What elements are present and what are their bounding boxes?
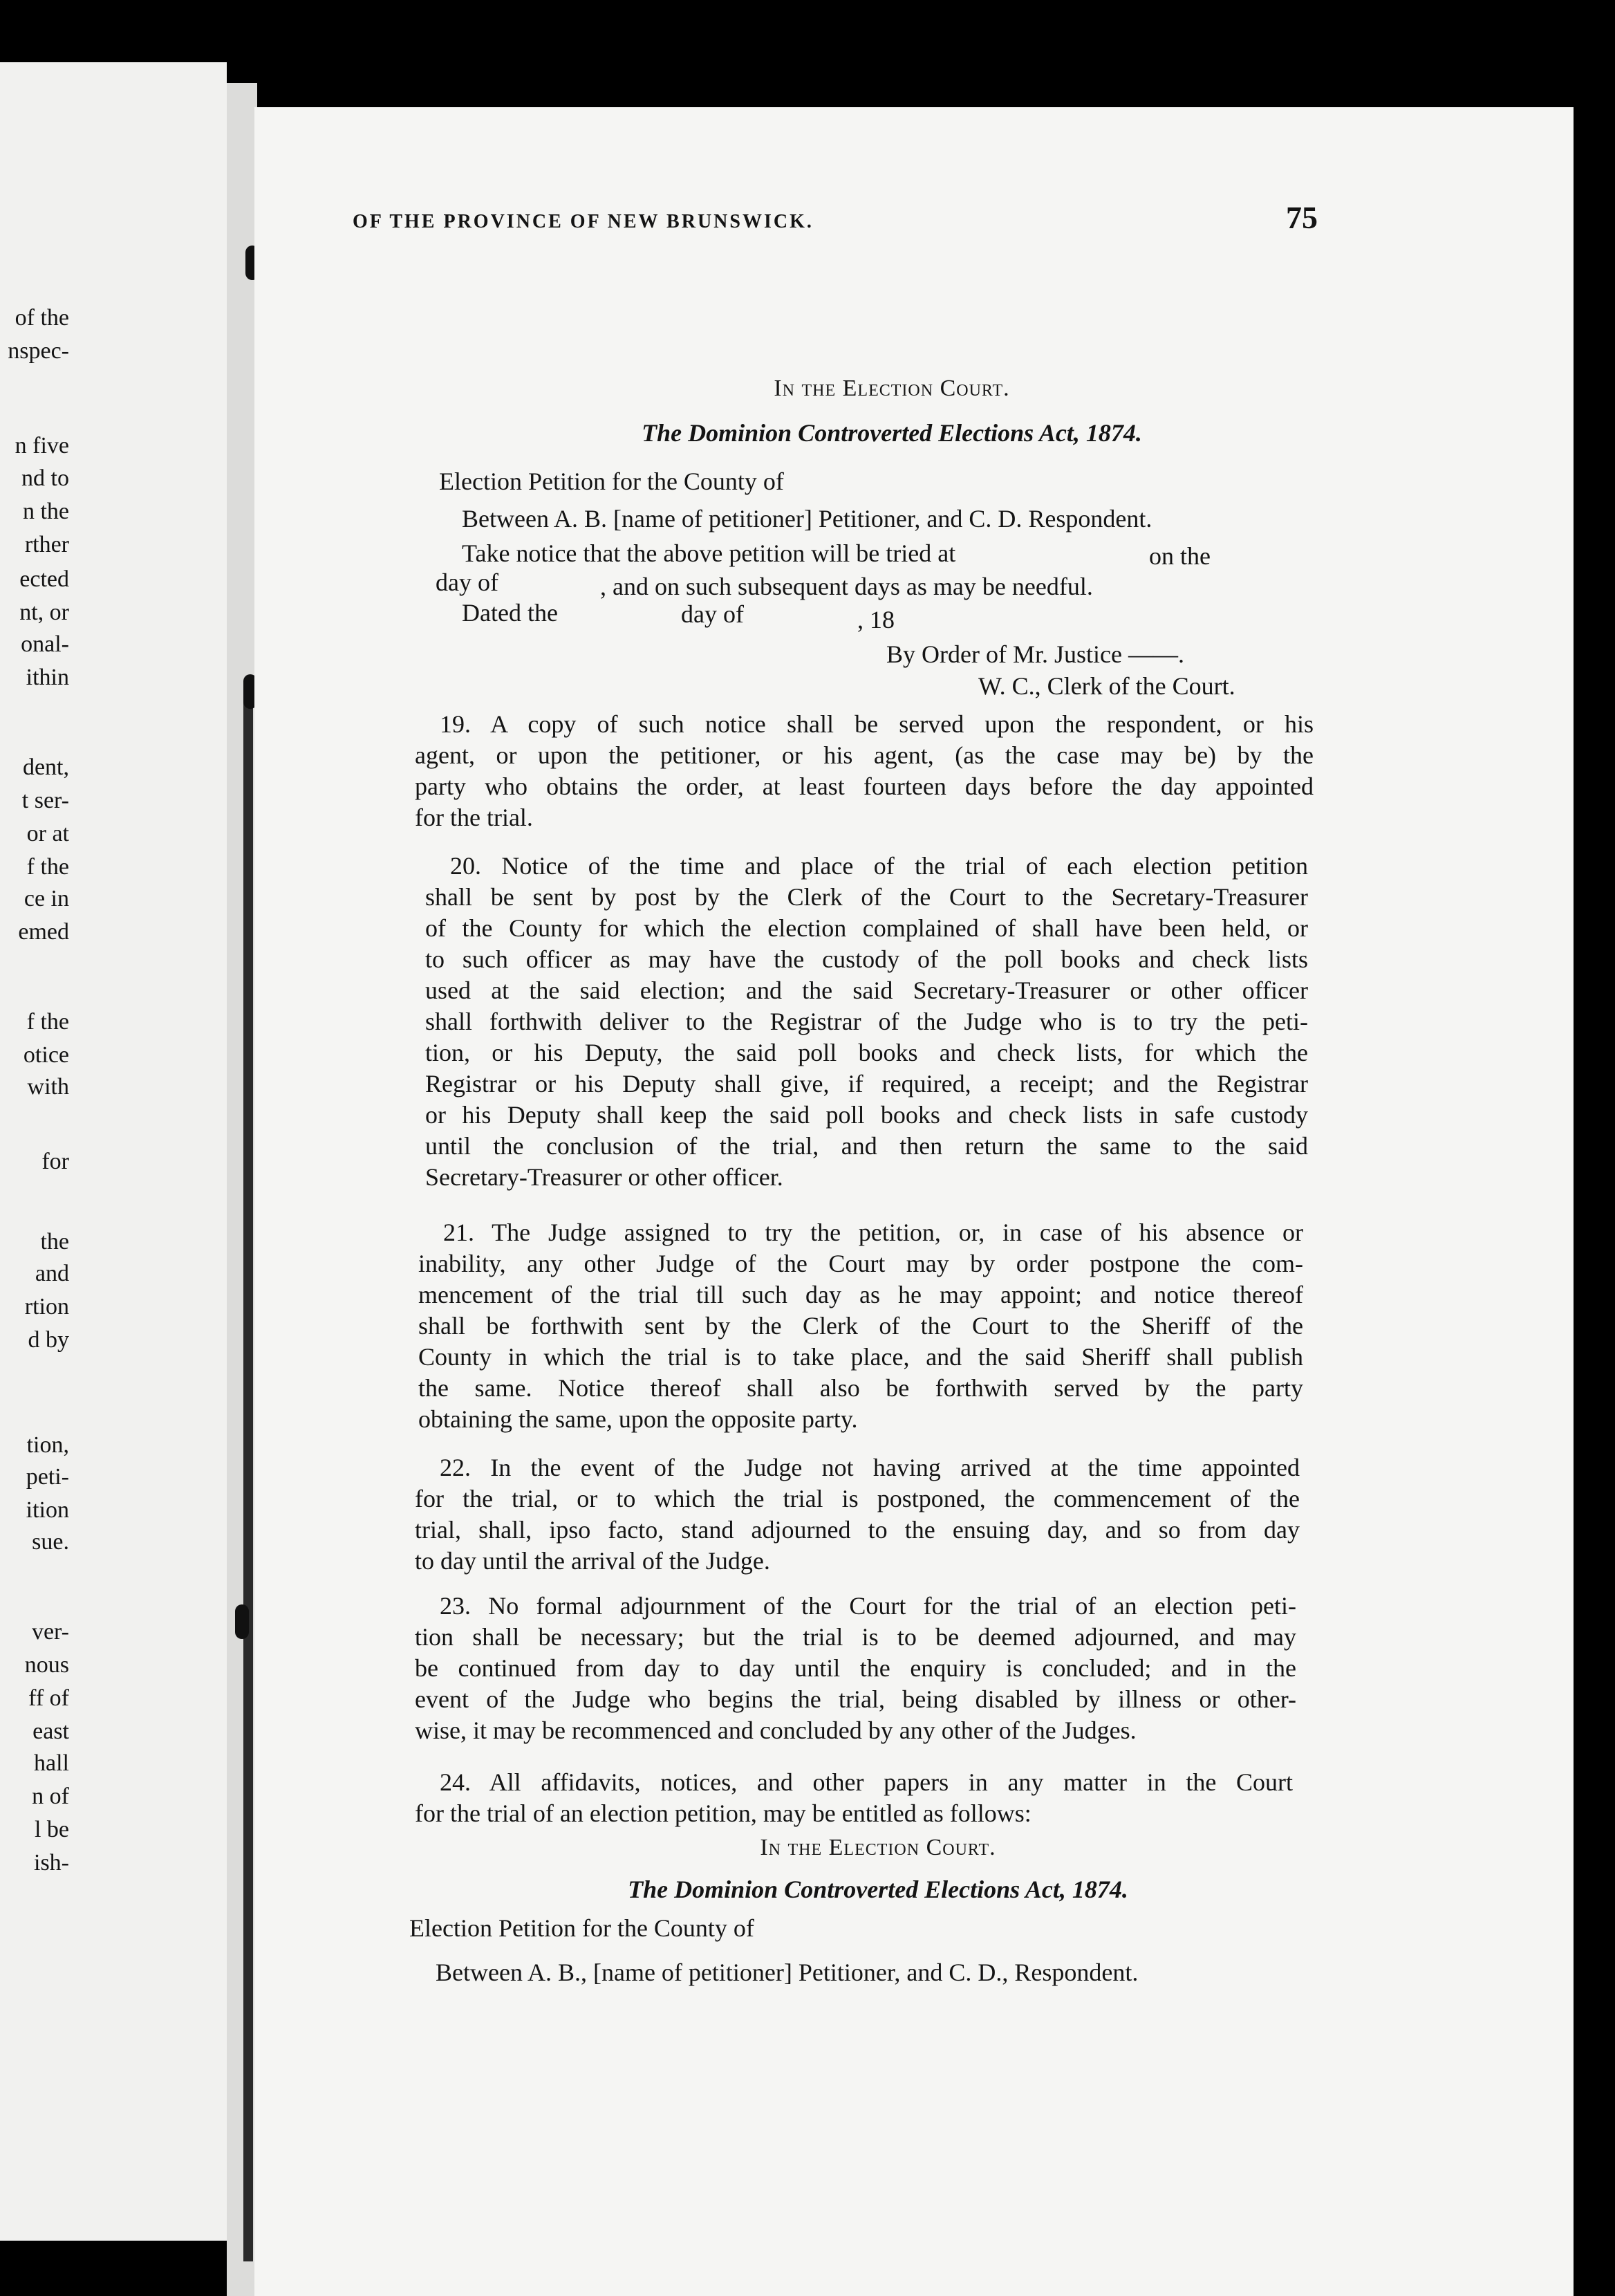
dated-line: , 18 bbox=[857, 606, 895, 633]
court-heading: In the Election Court. bbox=[774, 376, 1010, 401]
left-page-text-fragment: l be bbox=[34, 1817, 69, 1842]
left-page-text-fragment: ver- bbox=[31, 1619, 69, 1645]
s19-line: 19. A copy of such notice shall be served upon the respondent, or his bbox=[440, 710, 1314, 738]
left-page-text-fragment: n five bbox=[15, 433, 69, 459]
left-page-text-fragment: and bbox=[35, 1261, 69, 1286]
left-page-text-fragment: hall bbox=[34, 1750, 69, 1776]
s20-line: or his Deputy shall keep the said poll books and check lists in safe custody bbox=[425, 1101, 1308, 1129]
left-page-text-fragment: ithin bbox=[26, 665, 69, 690]
dated-line: day of bbox=[681, 600, 744, 628]
s23-line: event of the Judge who begins the trial, being disabled by illness or other- bbox=[415, 1685, 1296, 1713]
s22-line: 22. In the event of the Judge not having arrived at the time appointed bbox=[440, 1454, 1300, 1481]
s20-line: used at the said election; and the said Secretary-Treasurer or other officer bbox=[425, 976, 1308, 1004]
notice-line: , and on such subsequent days as may be needful. bbox=[600, 573, 1093, 600]
s21-line: shall be forthwith sent by the Clerk of the Court to the Sheriff of the bbox=[418, 1312, 1303, 1340]
left-page-text-fragment: ish- bbox=[34, 1850, 69, 1876]
s22-line: to day until the arrival of the Judge. bbox=[415, 1547, 770, 1575]
left-page-text-fragment: ce in bbox=[24, 886, 69, 911]
left-page-text-fragment: n the bbox=[22, 499, 69, 524]
left-page-text-fragment: f the bbox=[26, 854, 69, 880]
left-page-text-fragment: for bbox=[41, 1149, 69, 1174]
left-page-text-fragment: nspec- bbox=[8, 338, 69, 364]
left-page-text-fragment: t ser- bbox=[21, 788, 69, 813]
notice-line: day of bbox=[436, 568, 498, 596]
left-page-text-fragment: dent, bbox=[22, 754, 69, 780]
binding-edge bbox=[243, 685, 253, 2261]
left-page-text-fragment: onal- bbox=[21, 631, 69, 657]
left-facing-page bbox=[0, 62, 227, 2241]
left-page-text-fragment: tion, bbox=[26, 1432, 69, 1458]
s23-line: be continued from day to day until the enquiry is concluded; and in the bbox=[415, 1654, 1296, 1682]
notice-line: Take notice that the above petition will be tried at bbox=[462, 539, 956, 567]
left-page-text-fragment: with bbox=[27, 1074, 69, 1100]
s21-line: the same. Notice thereof shall also be forthwith served by the party bbox=[418, 1374, 1303, 1402]
left-page-text-fragment: d by bbox=[28, 1327, 69, 1353]
s21-line: County in which the trial is to take place, and the said Sheriff shall publish bbox=[418, 1343, 1303, 1371]
left-page-text-fragment: sue. bbox=[32, 1529, 69, 1555]
s20-line: tion, or his Deputy, the said poll books and check lists, for which the bbox=[425, 1039, 1308, 1066]
left-page-text-fragment: of the bbox=[15, 305, 69, 331]
s19-line: for the trial. bbox=[415, 804, 533, 831]
s24-line: 24. All affidavits, notices, and other papers in any matter in the Court bbox=[440, 1768, 1293, 1796]
running-head: OF THE PROVINCE OF NEW BRUNSWICK. bbox=[353, 211, 814, 232]
left-page-text-fragment: nous bbox=[24, 1652, 69, 1678]
left-page-text-fragment: ition bbox=[26, 1497, 69, 1523]
s23-line: wise, it may be recommenced and concluded by any other of the Judges. bbox=[415, 1716, 1137, 1744]
s24-line: for the trial of an election petition, may be entitled as follows: bbox=[415, 1799, 1031, 1827]
act-title: The Dominion Controverted Elections Act, 1874. bbox=[642, 419, 1142, 447]
by-order-line: By Order of Mr. Justice ——. bbox=[886, 640, 1184, 668]
s20-line: Registrar or his Deputy shall give, if required, a receipt; and the Registrar bbox=[425, 1070, 1308, 1098]
left-page-text-fragment: rtion bbox=[24, 1294, 69, 1320]
left-page-text-fragment: ff of bbox=[28, 1685, 69, 1711]
s20-line: of the County for which the election complained of shall have been held, or bbox=[425, 914, 1308, 942]
left-page-text-fragment: n of bbox=[32, 1784, 69, 1809]
left-page-text-fragment: or at bbox=[26, 821, 69, 846]
s20-line: shall be sent by post by the Clerk of the Court to the Secretary-Treasurer bbox=[425, 883, 1308, 911]
left-page-text-fragment: nd to bbox=[21, 465, 69, 491]
left-page-text-fragment: rther bbox=[24, 532, 69, 557]
left-page-text-fragment: emed bbox=[18, 919, 69, 945]
s22-line: trial, shall, ipso facto, stand adjourned to the ensuing day, and so from day bbox=[415, 1516, 1300, 1544]
left-page-text-fragment: otice bbox=[23, 1042, 69, 1068]
left-page-text-fragment: east bbox=[32, 1719, 69, 1744]
binding-bead bbox=[235, 1604, 249, 1639]
notice-line: on the bbox=[1149, 542, 1211, 570]
s20-line: shall forthwith deliver to the Registrar of the Judge who is to try the peti- bbox=[425, 1008, 1308, 1035]
left-page-text-fragment: peti- bbox=[26, 1464, 69, 1490]
left-page-text-fragment: ected bbox=[19, 566, 69, 592]
petition-title: Election Petition for the County of bbox=[439, 467, 784, 495]
dated-line: Dated the bbox=[462, 599, 558, 627]
between-line: Between A. B. [name of petitioner] Petitioner, and C. D. Respondent. bbox=[462, 505, 1152, 533]
s19-line: agent, or upon the petitioner, or his agent, (as the case may be) by the bbox=[415, 741, 1314, 769]
s21-line: obtaining the same, upon the opposite party. bbox=[418, 1405, 858, 1433]
s20-line: Secretary-Treasurer or other officer. bbox=[425, 1163, 783, 1191]
s23-line: tion shall be necessary; but the trial is to be deemed adjourned, and may bbox=[415, 1623, 1296, 1651]
s21-line: mencement of the trial till such day as he may appoint; and notice thereof bbox=[418, 1281, 1303, 1308]
s21-line: 21. The Judge assigned to try the petition, or, in case of his absence or bbox=[443, 1219, 1303, 1246]
between-line: Between A. B., [name of petitioner] Petitioner, and C. D., Respondent. bbox=[436, 1959, 1139, 1986]
clerk-line: W. C., Clerk of the Court. bbox=[978, 672, 1235, 700]
left-page-text-fragment: the bbox=[40, 1229, 69, 1255]
s20-line: until the conclusion of the trial, and then return the same to the said bbox=[425, 1132, 1308, 1160]
left-page-text-fragment: f the bbox=[26, 1009, 69, 1035]
s22-line: for the trial, or to which the trial is postponed, the commencement of the bbox=[415, 1485, 1300, 1512]
s20-line: to such officer as may have the custody of the poll books and check lists bbox=[425, 945, 1308, 973]
s19-line: party who obtains the order, at least fourteen days before the day appointed bbox=[415, 772, 1314, 800]
petition-title: Election Petition for the County of bbox=[409, 1914, 754, 1942]
act-title: The Dominion Controverted Elections Act, 1874. bbox=[628, 1876, 1128, 1903]
s23-line: 23. No formal adjournment of the Court for the trial of an election peti- bbox=[440, 1592, 1296, 1620]
s20-line: 20. Notice of the time and place of the trial of each election petition bbox=[450, 852, 1308, 880]
page-number: 75 bbox=[1286, 200, 1318, 235]
court-heading: In the Election Court. bbox=[760, 1835, 996, 1860]
left-page-text-fragment: nt, or bbox=[19, 600, 69, 625]
s21-line: inability, any other Judge of the Court may by order postpone the com- bbox=[418, 1250, 1303, 1277]
